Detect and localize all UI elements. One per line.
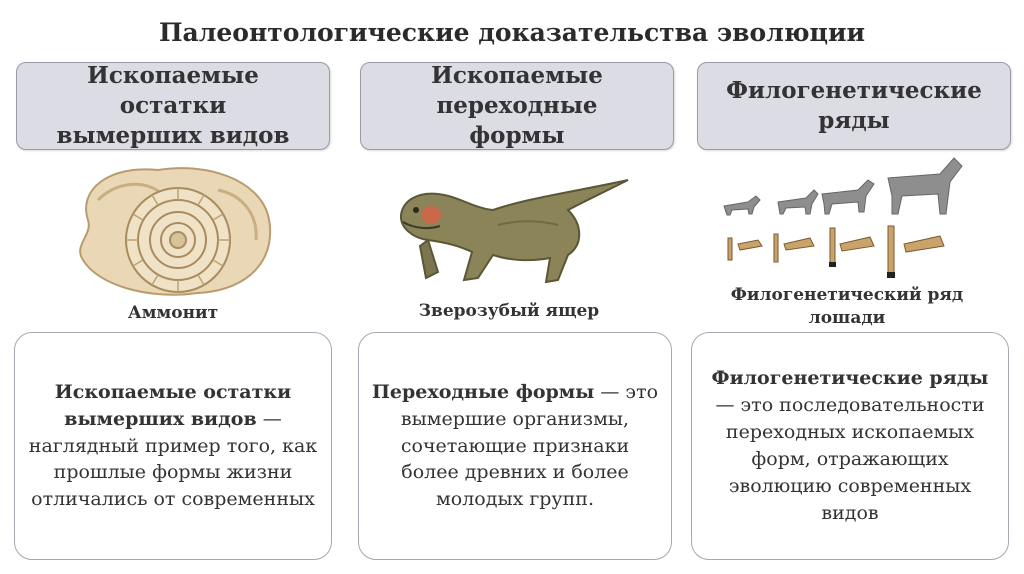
caption-horse-series: Филогенетический ряд лошади [730,285,964,328]
therapsid-reptile-icon [398,170,630,290]
description-transitional-forms [358,332,672,560]
caption-ammonite: Аммонит [127,303,219,323]
header-phylogenetic-series-label: Филогенетические ряды [726,77,982,134]
description-fossil-remains-text: — наглядный пример того, как прошлые формы жизни отличались от современных [28,407,318,511]
description-transitional-forms-text: — это вымершие организмы, сочетающие признаки более древних и более молодых групп. [400,380,659,511]
description-phylogenetic-series [691,332,1009,560]
caption-therapsid: Зверозубый ящер [418,301,600,321]
header-transitional-forms-label: Ископаемые переходные формы [431,62,603,149]
description-phylogenetic-series-term: Филогенетические ряды [711,367,989,390]
description-fossil-remains-term: Ископаемые остатки вымерших видов [54,380,292,430]
description-phylogenetic-series-text: — это последовательности переходных ископаемых форм, отражающих эволюцию современных видов [715,394,985,524]
page-title: Палеонтологические доказательства эволюции [158,18,866,47]
description-fossil-remains [14,332,332,560]
header-fossil-remains-label: Ископаемые остатки вымерших видов [56,62,290,149]
header-transitional-forms [360,62,674,150]
horse-evolution-series-icon [718,152,970,282]
header-phylogenetic-series [697,62,1011,150]
ammonite-fossil-icon [68,160,278,300]
description-transitional-forms-term: Переходные формы [371,380,595,403]
header-fossil-remains [16,62,330,150]
